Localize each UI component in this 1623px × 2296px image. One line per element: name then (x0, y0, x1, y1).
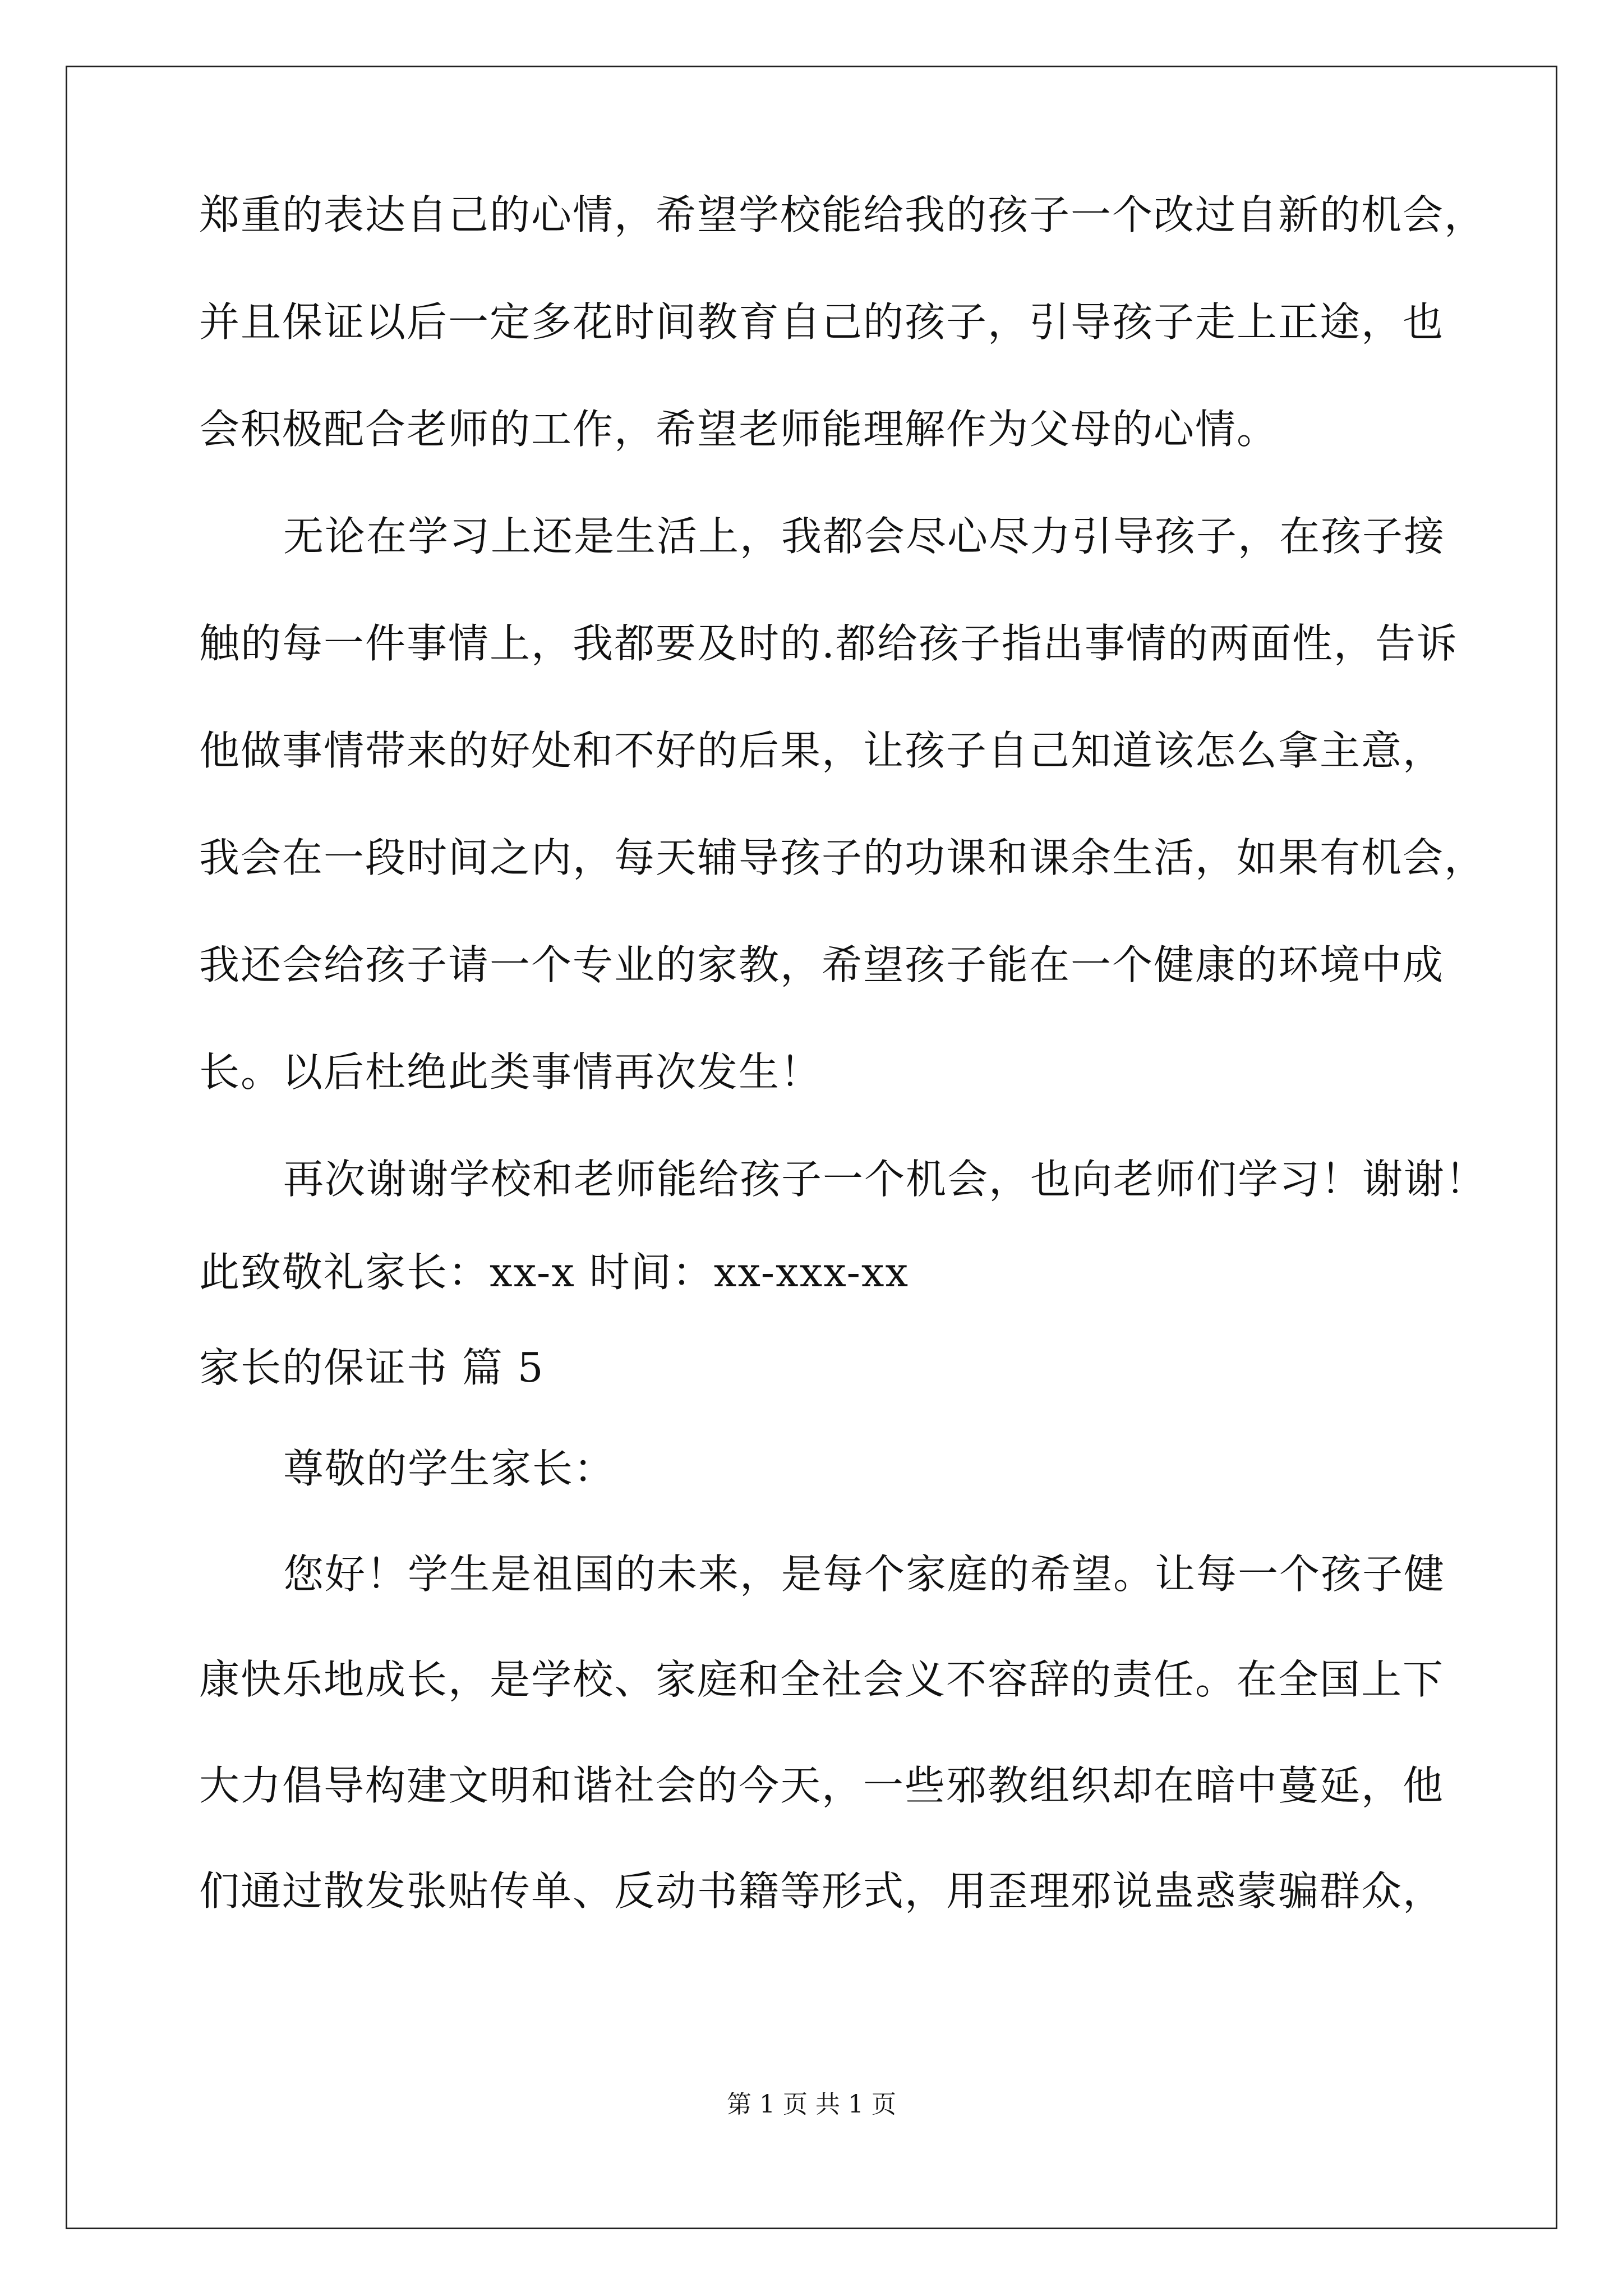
text-line: 会积极配合老师的工作，希望老师能理解作为父母的心情。 (199, 406, 1279, 453)
text-line: 无论在学习上还是生活上，我都会尽心尽力引导孩子，在孩子接 (283, 513, 1446, 560)
closing-line: 此致敬礼家长：xx-x 时间：xx-xxx-xx (199, 1249, 910, 1296)
text-line: 们通过散发张贴传单、反动书籍等形式，用歪理邪说蛊惑蒙骗群众， (199, 1867, 1445, 1915)
text-line: 并且保证以后一定多花时间教育自己的孩子，引导孩子走上正途，也 (199, 298, 1445, 346)
text-line: 他做事情带来的好处和不好的后果，让孩子自己知道该怎么拿主意， (199, 727, 1445, 774)
text-line: 再次谢谢学校和老师能给孩子一个机会，也向老师们学习！谢谢！ (283, 1156, 1487, 1203)
text-line: 触的每一件事情上，我都要及时的.都给孩子指出事情的两面性，告诉 (199, 620, 1458, 667)
text-line: 您好！学生是祖国的未来，是每个家庭的希望。让每一个孩子健 (283, 1550, 1446, 1598)
text-line: 康快乐地成长，是学校、家庭和全社会义不容辞的责任。在全国上下 (199, 1656, 1445, 1703)
salutation: 尊敬的学生家长： (283, 1445, 616, 1492)
text-line: 大力倡导构建文明和谐社会的今天，一些邪教组织却在暗中蔓延，他 (199, 1762, 1445, 1809)
page-number-footer: 第 1 页 共 1 页 (727, 2090, 896, 2119)
text-line: 我会在一段时间之内，每天辅导孩子的功课和课余生活，如果有机会， (199, 834, 1486, 881)
section-heading: 家长的保证书 篇 5 (199, 1344, 545, 1391)
text-line: 我还会给孩子请一个专业的家教，希望孩子能在一个健康的环境中成 (199, 941, 1445, 988)
text-line: 郑重的表达自己的心情，希望学校能给我的孩子一个改过自新的机会， (199, 191, 1486, 238)
text-line: 长。以后杜绝此类事情再次发生！ (199, 1048, 822, 1096)
